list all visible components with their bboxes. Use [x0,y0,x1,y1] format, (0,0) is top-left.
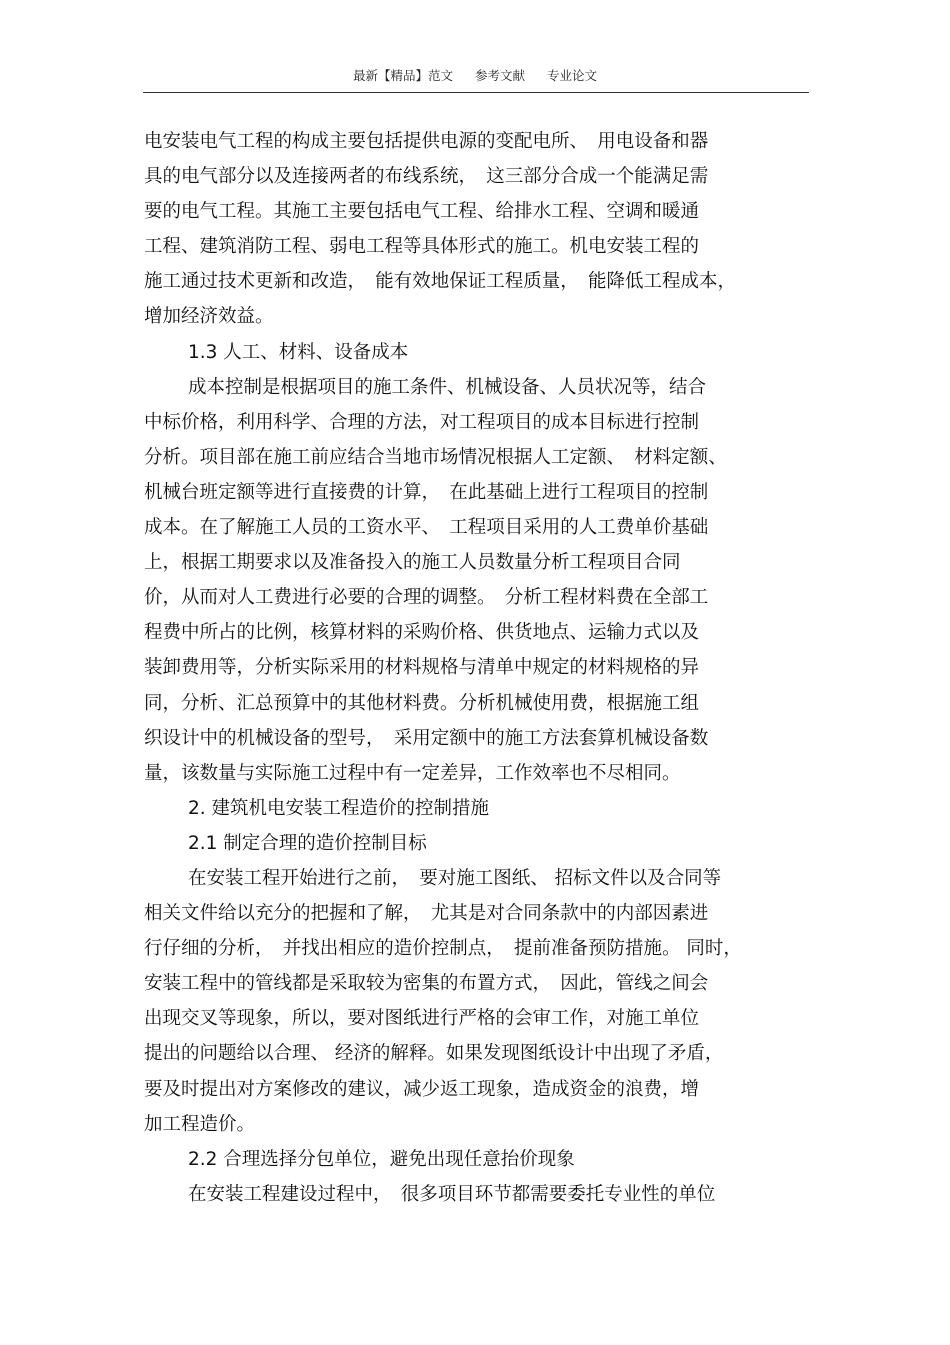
text-line: 装卸费用等，分析实际采用的材料规格与清单中规定的材料规格的异 [144,657,700,679]
text-line: 提出的问题给以合理、 经济的解释。如果发现图纸设计中出现了矛盾， [144,1043,724,1065]
text-line: 在安装工程建设过程中， 很多项目环节都需要委托专业性的单位 [188,1183,716,1205]
text-line: 电安装电气工程的构成主要包括提供电源的变配电所、 用电设备和器 [144,131,709,152]
text-line: 工程、建筑消防工程、弱电工程等具体形式的施工。机电安装工程的 [144,236,700,258]
text-line: 行仔细的分析， 并找出相应的造价控制点， 提前准备预防措施。 同时， [144,938,742,960]
text-line: 量，该数量与实际施工过程中有一定差异，工作效率也不尽相同。 [144,762,681,784]
text-line: 增加经济效益。 [144,306,274,328]
text-line: 安装工程中的管线都是采取较为密集的布置方式， 因此，管线之间会 [144,973,709,995]
text-line: 中标价格，利用科学、合理的方法，对工程项目的成本目标进行控制 [144,411,700,433]
text-line: 1.3 人工、材料、设备成本 [188,341,409,363]
text-line: 在安装工程开始进行之前， 要对施工图纸、 招标文件以及合同等 [188,867,722,889]
text-line: 同，分析、汇总预算中的其他材料费。分析机械使用费，根据施工组 [144,692,700,714]
text-line: 上，根据工期要求以及准备投入的施工人员数量分析工程项目合同 [144,552,681,574]
text-line: 价，从而对人工费进行必要的合理的调整。 分析工程材料费在全部工 [144,587,709,609]
text-line: 施工通过技术更新和改造， 能有效地保证工程质量， 能降低工程成本， [144,271,737,293]
text-line: 分析。项目部在施工前应结合当地市场情况根据人工定额、 材料定额、 [144,446,727,468]
text-line: 程费中所占的比例，核算材料的采购价格、供货地点、运输力式以及 [144,622,700,644]
page-header [0,66,950,84]
text-line: 2.1 制定合理的造价控制目标 [188,832,427,854]
text-line: 2. 建筑机电安装工程造价的控制措施 [188,797,490,819]
text-line: 相关文件给以充分的把握和了解， 尤其是对合同条款中的内部因素进 [144,903,709,925]
header-divider [143,92,809,93]
text-line: 机械台班定额等进行直接费的计算， 在此基础上进行工程项目的控制 [144,481,709,503]
document-body [144,124,808,1212]
text-line: 成本。在了解施工人员的工资水平、 工程项目采用的人工费单价基础 [144,517,709,539]
text-line: 成本控制是根据项目的施工条件、机械设备、人员状况等，结合 [188,376,707,398]
text-line: 要的电气工程。其施工主要包括电气工程、给排水工程、空调和暖通 [144,201,700,223]
text-line: 加工程造价。 [144,1113,256,1135]
text-line: 2.2 合理选择分包单位，避免出现任意抬价现象 [188,1148,575,1170]
header-item-latest-essays: 最新【精品】范文 [352,68,453,83]
text-line: 具的电气部分以及连接两者的布线系统， 这三部分合成一个能满足需 [144,166,709,188]
text-line: 出现交叉等现象，所以，要对图纸进行严格的会审工作，对施工单位 [144,1008,700,1030]
header-item-professional-papers: 专业论文 [546,68,597,83]
header-item-references: 参考文献 [474,68,525,83]
text-line: 要及时提出对方案修改的建议，减少返工现象，造成资金的浪费，增 [144,1078,700,1100]
text-line: 织设计中的机械设备的型号， 采用定额中的施工方法套算机械设备数 [144,727,709,749]
